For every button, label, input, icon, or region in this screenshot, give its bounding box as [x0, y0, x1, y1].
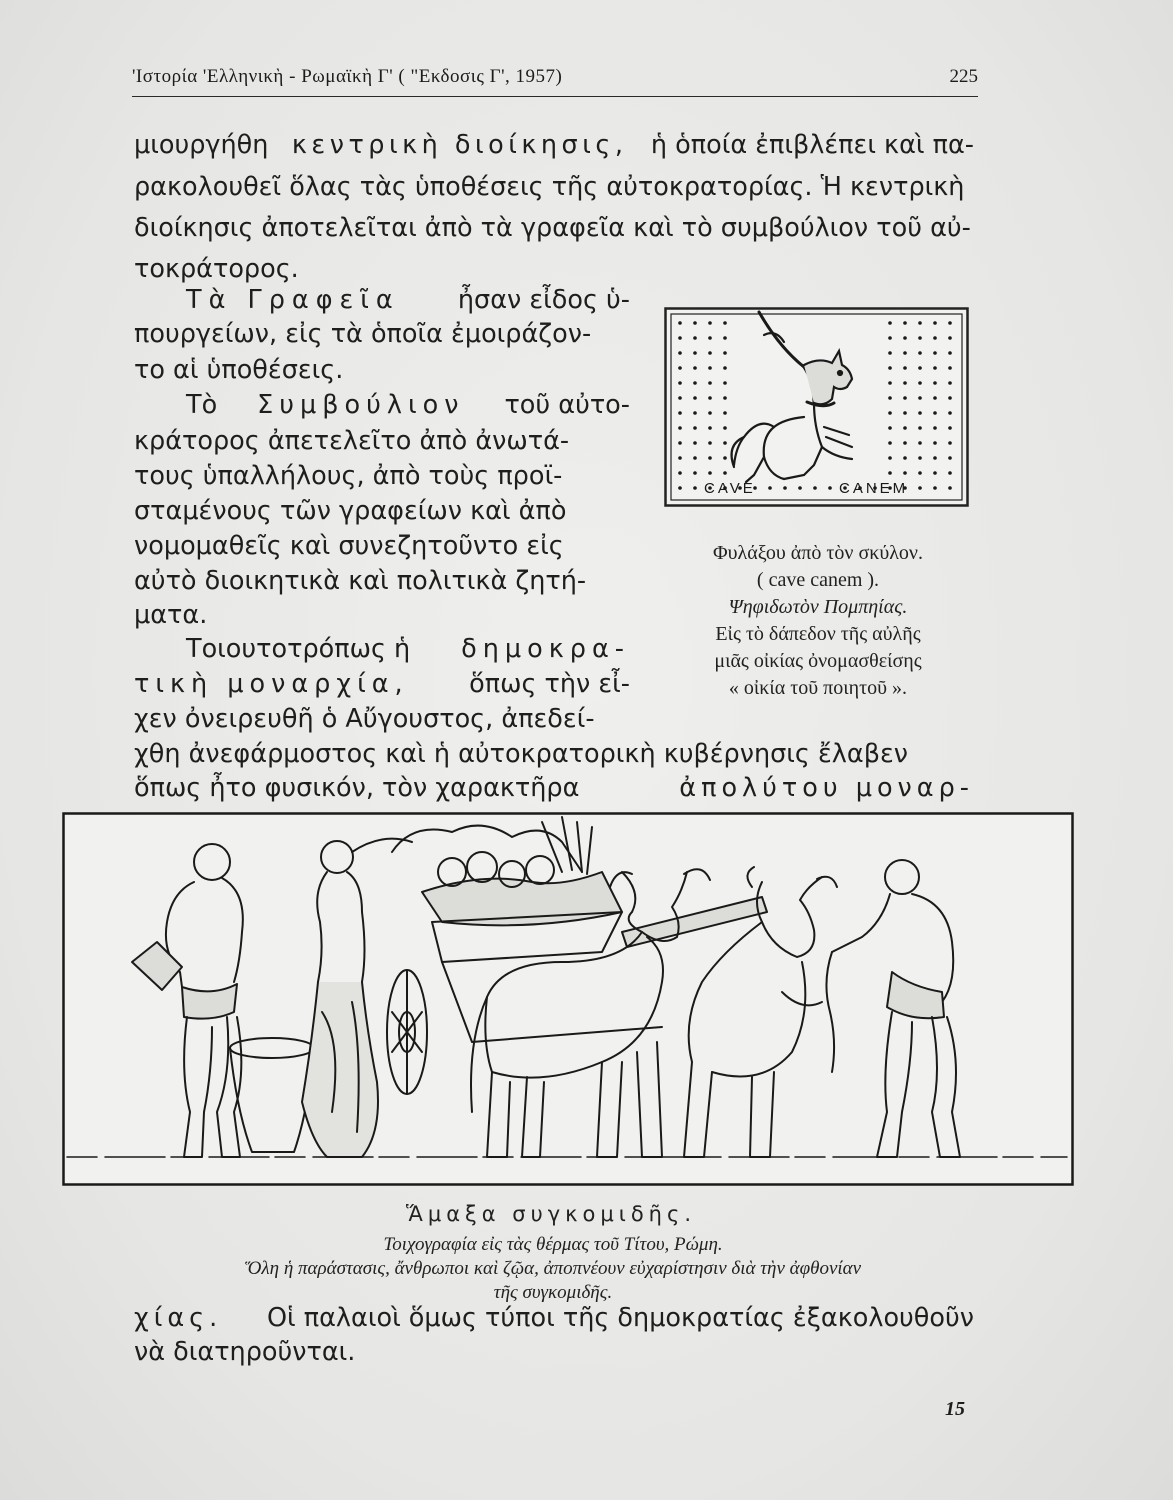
- mosaic-dot: [933, 351, 937, 355]
- mosaic-dot: [693, 441, 697, 445]
- mosaic-dot: [948, 441, 952, 445]
- text-line: νομομαθεῖς καὶ συνεζητοῦντο εἰς: [134, 531, 564, 561]
- text-line: [134, 130, 974, 160]
- mosaic-dot: [693, 456, 697, 460]
- text-line: [186, 390, 630, 420]
- mosaic-dot: [933, 336, 937, 340]
- mosaic-dot: [708, 426, 712, 430]
- mosaic-dot: [948, 486, 952, 490]
- mosaic-dot: [933, 426, 937, 430]
- caption-line: « οἰκία τοῦ ποιητοῦ ».: [728, 677, 908, 699]
- running-title: 'Ιστορία 'Ελληνικὴ - Ρωμαϊκὴ Γ' ( "Εκδοσις Γ', 1957): [132, 66, 563, 87]
- fresco-title: Ἅμαξα συγκομιδῆς.: [406, 1202, 696, 1226]
- harvest-cart-fresco: [62, 812, 1074, 1186]
- mosaic-dot: [708, 411, 712, 415]
- mosaic-dot: [678, 426, 682, 430]
- spaced-emphasis: Τὰ Γραφεῖα: [186, 285, 400, 315]
- inscription-cave: CAVE: [704, 480, 756, 497]
- caption-line: Εἰς τὸ δάπεδον τῆς αὐλῆς: [715, 623, 921, 645]
- mosaic-dot: [903, 366, 907, 370]
- text-line: [134, 1303, 974, 1333]
- mosaic-dot: [903, 471, 907, 475]
- mosaic-dot: [693, 321, 697, 325]
- mosaic-dot: [903, 441, 907, 445]
- text-run: Τὸ: [186, 390, 218, 420]
- text-line: ρακολουθεῖ ὅλας τὰς ὑποθέσεις τῆς αὐτοκρατορίας. Ἡ κεντρικὴ: [134, 172, 965, 202]
- mosaic-dot: [948, 381, 952, 385]
- mosaic-dot: [918, 411, 922, 415]
- mosaic-dot: [918, 366, 922, 370]
- text-run: ὅπως τὴν εἶ-: [469, 669, 630, 699]
- text-line: διοίκησις ἀποτελεῖται ἀπὸ τὰ γραφεῖα καὶ τὸ συμβούλιον τοῦ αὐ-: [134, 213, 971, 243]
- mosaic-dot: [693, 351, 697, 355]
- mosaic-dot: [933, 471, 937, 475]
- mosaic-dot: [708, 351, 712, 355]
- caption-line: τῆς συγκομιδῆς.: [493, 1282, 613, 1303]
- caption-line: ( cave canem ).: [756, 569, 880, 591]
- mosaic-dot: [888, 411, 892, 415]
- text-line: τους ὑπαλλήλους, ἀπὸ τοὺς προϊ-: [134, 461, 563, 491]
- mosaic-dot: [918, 471, 922, 475]
- mosaic-dot: [933, 366, 937, 370]
- text-run: μιουργήθη: [134, 130, 269, 160]
- mosaic-dot: [948, 456, 952, 460]
- mosaic-dot: [678, 396, 682, 400]
- mosaic-dot: [723, 321, 727, 325]
- mosaic-dot: [678, 381, 682, 385]
- mosaic-dot: [918, 486, 922, 490]
- mosaic-dot: [678, 336, 682, 340]
- text-line: τοκράτορος.: [134, 254, 299, 284]
- fresco-caption: [130, 1202, 976, 1304]
- mosaic-dot: [723, 411, 727, 415]
- mosaic-dot: [918, 321, 922, 325]
- mosaic-dot: [948, 366, 952, 370]
- text-run: ἦσαν εἶδος ὑ-: [457, 285, 630, 315]
- mosaic-dot: [903, 411, 907, 415]
- mosaic-dot: [678, 456, 682, 460]
- mosaic-dot: [678, 486, 682, 490]
- mosaic-dot: [888, 336, 892, 340]
- mosaic-dot: [723, 396, 727, 400]
- mosaic-dot: [678, 411, 682, 415]
- mosaic-dot: [708, 336, 712, 340]
- mosaic-dot: [678, 441, 682, 445]
- mosaic-dot: [918, 441, 922, 445]
- mosaic-dot: [933, 456, 937, 460]
- mosaic-dot: [933, 486, 937, 490]
- text-line: [134, 669, 630, 699]
- text-line: σταμένους τῶν γραφείων καὶ ἀπὸ: [134, 496, 567, 526]
- text-line: κράτορος ἀπετελεῖτο ἀπὸ ἀνωτά-: [134, 426, 570, 456]
- text-line: νὰ διατηροῦνται.: [134, 1337, 356, 1367]
- mosaic-dot: [933, 441, 937, 445]
- cave-canem-mosaic: [664, 307, 969, 507]
- mosaic-dot: [708, 321, 712, 325]
- folio-number: 15: [945, 1398, 965, 1420]
- mosaic-dot: [693, 336, 697, 340]
- text-line: [186, 285, 630, 315]
- mosaic-dot: [903, 336, 907, 340]
- mosaic-dot: [768, 486, 772, 490]
- mosaic-dot: [693, 411, 697, 415]
- mosaic-dot: [888, 351, 892, 355]
- mosaic-dot: [723, 471, 727, 475]
- mosaic-dot: [948, 336, 952, 340]
- mosaic-dot: [693, 381, 697, 385]
- mosaic-dot: [888, 471, 892, 475]
- spaced-emphasis: Συμβούλιον: [257, 390, 465, 420]
- text-line: χεν ὀνειρευθῆ ὁ Αὔγουστος, ἀπεδεί-: [134, 704, 595, 734]
- mosaic-dot: [918, 456, 922, 460]
- mosaic-dot: [888, 396, 892, 400]
- mosaic-dot: [723, 336, 727, 340]
- mosaic-dot: [933, 411, 937, 415]
- text-line: αὐτὸ διοικητικὰ καὶ πολιτικὰ ζητή-: [134, 566, 587, 596]
- mosaic-dot: [903, 396, 907, 400]
- running-header: [132, 62, 978, 97]
- text-run: ὅπως ἦτο φυσικόν, τὸν χαρακτῆρα: [134, 773, 580, 803]
- mosaic-dot: [723, 381, 727, 385]
- mosaic-dot: [948, 426, 952, 430]
- mosaic-dot: [933, 381, 937, 385]
- mosaic-dot: [888, 456, 892, 460]
- mosaic-dot: [933, 396, 937, 400]
- mosaic-dot: [918, 336, 922, 340]
- mosaic-dot: [888, 441, 892, 445]
- spaced-emphasis: δημοκρα-: [461, 634, 630, 664]
- text-run: τοῦ αὐτο-: [504, 390, 630, 420]
- text-run: ἡ ὁποία ἐπιβλέπει καὶ πα-: [650, 130, 974, 160]
- spaced-emphasis: ἀπολύτου μοναρ-: [679, 773, 974, 803]
- mosaic-dot: [678, 321, 682, 325]
- mosaic-dot: [933, 321, 937, 325]
- mosaic-dot: [903, 456, 907, 460]
- caption-line: Ψηφιδωτὸν Πομπηίας.: [728, 596, 908, 618]
- mosaic-dot: [693, 486, 697, 490]
- mosaic-dot: [693, 396, 697, 400]
- mosaic-dot: [948, 411, 952, 415]
- caption-line: μιᾶς οἰκίας ὀνομασθείσης: [714, 650, 922, 672]
- mosaic-dot: [678, 351, 682, 355]
- mosaic-caption: [658, 540, 978, 702]
- mosaic-dot: [888, 426, 892, 430]
- text-line: χθη ἀνεφάρμοστος καὶ ἡ αὐτοκρατορικὴ κυβέρνησις ἔλαβεν: [134, 739, 908, 769]
- mosaic-dot: [723, 456, 727, 460]
- caption-line: Φυλάξου ἀπὸ τὸν σκύλον.: [713, 542, 923, 564]
- mosaic-dot: [918, 426, 922, 430]
- spaced-emphasis: κεντρικὴ διοίκησις,: [291, 130, 628, 160]
- mosaic-dot: [798, 486, 802, 490]
- mosaic-dot: [948, 396, 952, 400]
- mosaic-dot: [708, 366, 712, 370]
- text-line: το αἱ ὑποθέσεις.: [134, 355, 344, 385]
- mosaic-dot: [828, 486, 832, 490]
- mosaic-dot: [948, 321, 952, 325]
- mosaic-dot: [918, 351, 922, 355]
- mosaic-dot: [678, 471, 682, 475]
- mosaic-dot: [918, 381, 922, 385]
- mosaic-dot: [903, 426, 907, 430]
- text-line: [134, 773, 974, 803]
- spaced-emphasis: τικὴ μοναρχία,: [134, 669, 409, 699]
- mosaic-dot: [903, 381, 907, 385]
- spaced-emphasis: χίας.: [134, 1303, 223, 1333]
- page-number: 225: [949, 66, 978, 87]
- mosaic-dot: [693, 426, 697, 430]
- mosaic-dot: [948, 471, 952, 475]
- mosaic-dot: [723, 426, 727, 430]
- caption-line: Τοιχογραφία εἰς τὰς θέρμας τοῦ Τίτου, Ρώμη.: [383, 1234, 723, 1255]
- mosaic-dot: [903, 351, 907, 355]
- text-line: [186, 634, 630, 664]
- text-run: Τοιουτοτρόπως ἡ: [186, 634, 411, 664]
- text-line: ματα.: [134, 600, 208, 630]
- mosaic-dot: [888, 366, 892, 370]
- mosaic-dot: [693, 366, 697, 370]
- mosaic-dot: [918, 396, 922, 400]
- mosaic-dot: [903, 321, 907, 325]
- inscription-canem: CANEM: [839, 480, 909, 497]
- mosaic-dot: [708, 471, 712, 475]
- mosaic-dot: [708, 441, 712, 445]
- mosaic-dot: [888, 321, 892, 325]
- mosaic-dot: [783, 486, 787, 490]
- caption-line: Ὅλη ἡ παράστασις, ἄνθρωποι καὶ ζῷα, ἀποπνέουν εὐχαρίστησιν διὰ τὴν ἀφθονίαν: [244, 1258, 862, 1279]
- mosaic-dot: [813, 486, 817, 490]
- mosaic-dot: [723, 441, 727, 445]
- text-line: πουργείων, εἰς τὰ ὁποῖα ἐμοιράζον-: [134, 319, 592, 349]
- mosaic-dot: [693, 471, 697, 475]
- mosaic-dot: [708, 381, 712, 385]
- mosaic-dot: [723, 366, 727, 370]
- mosaic-dot: [708, 396, 712, 400]
- mosaic-dot: [708, 456, 712, 460]
- mosaic-dot: [888, 381, 892, 385]
- mosaic-dot: [948, 351, 952, 355]
- mosaic-dot: [678, 366, 682, 370]
- text-run: Οἱ παλαιοὶ ὅμως τύποι τῆς δημοκρατίας ἐξακολουθοῦν: [266, 1303, 974, 1333]
- mosaic-dot: [723, 351, 727, 355]
